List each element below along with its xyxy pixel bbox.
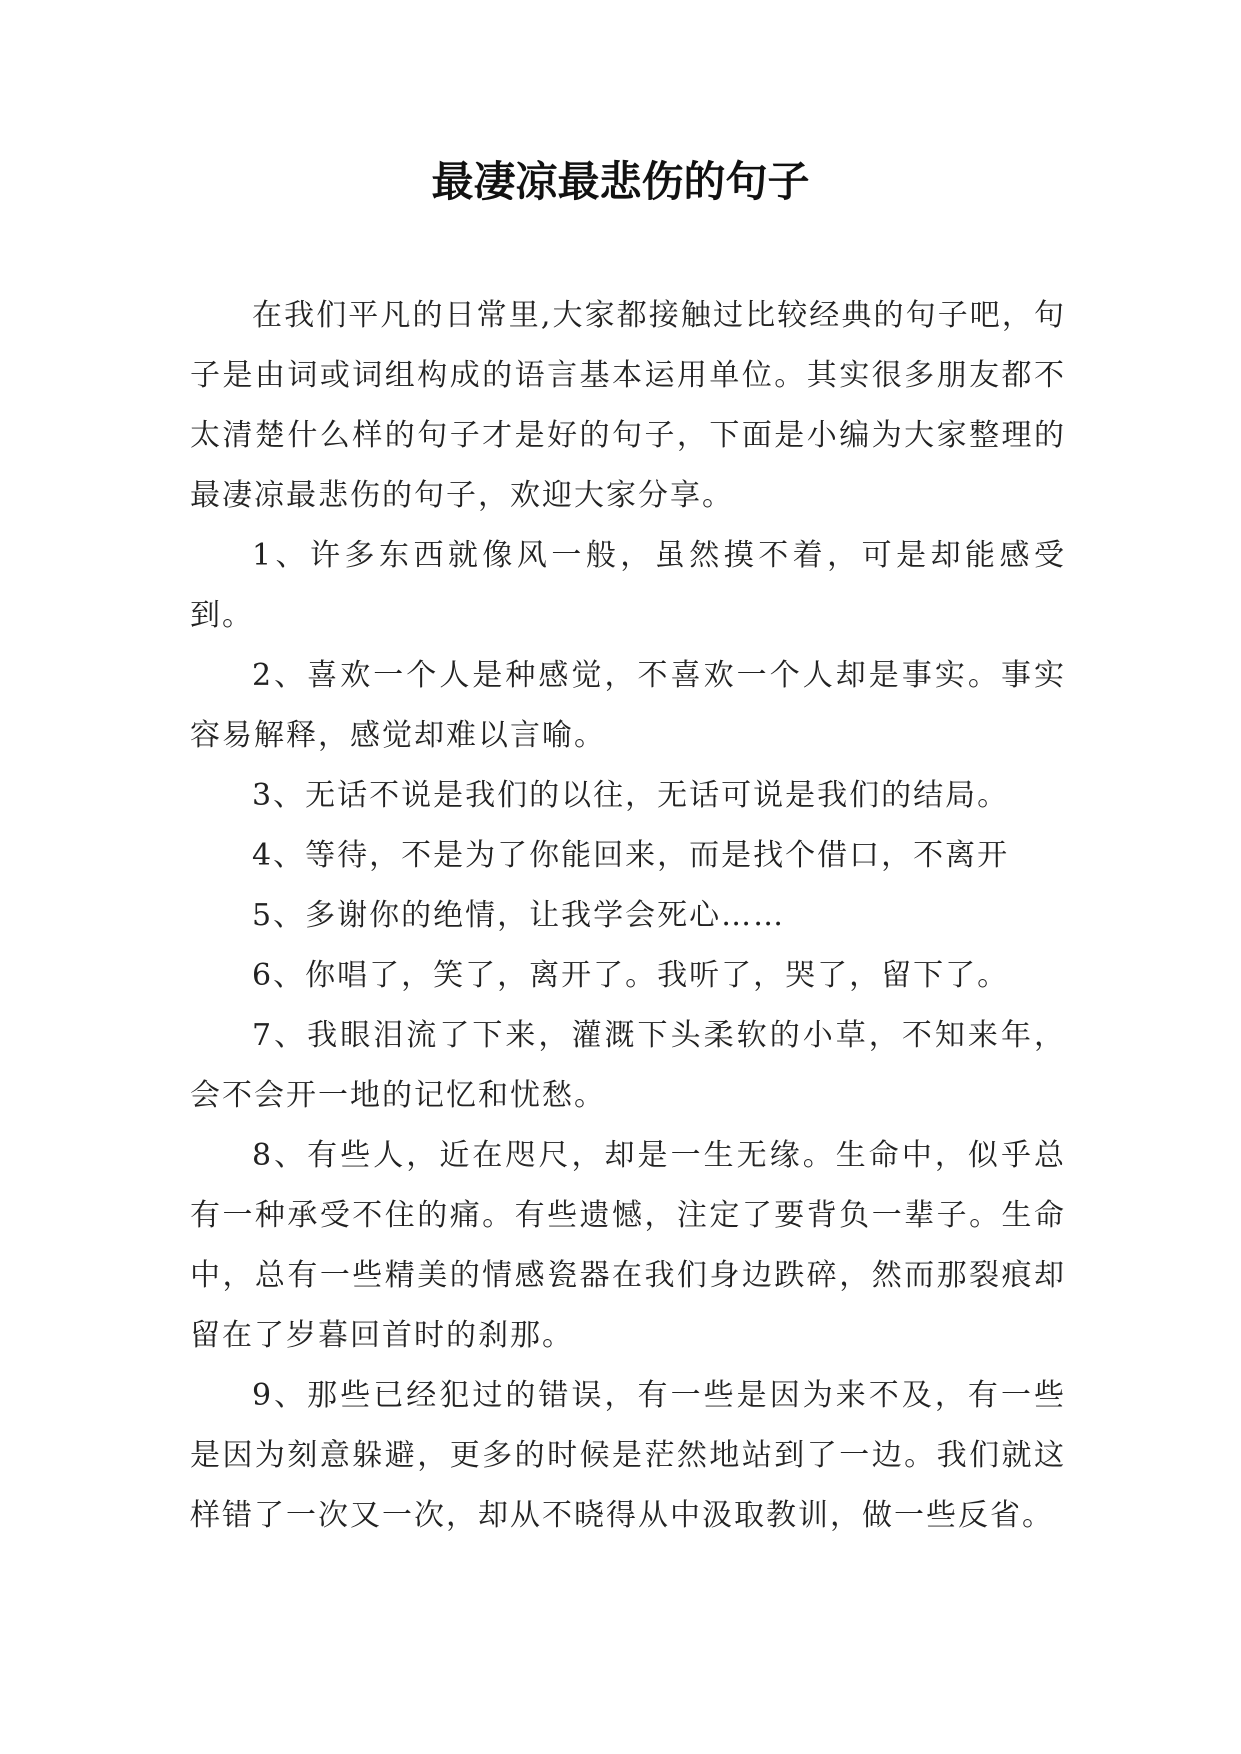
sentence-8: 8、有些人，近在咫尺，却是一生无缘。生命中，似乎总有一种承受不住的痛。有些遗憾，注定了要背负一辈子。生命中，总有一些精美的情感瓷器在我们身边跌碎，然而那裂痕却留在了岁暮回首时的刹那。	[190, 1138, 1066, 1353]
intro-paragraph: 在我们平凡的日常里,大家都接触过比较经典的句子吧，句子是由词或词组构成的语言基本运用单位。其实很多朋友都不太清楚什么样的句子才是好的句子，下面是小编为大家整理的最凄凉最悲伤的句子，欢迎大家分享。	[190, 298, 1066, 513]
sentence-5: 5、多谢你的绝情，让我学会死心……	[252, 898, 786, 933]
document-title: 最凄凉最悲伤的句子	[431, 157, 810, 206]
sentence-9: 9、那些已经犯过的错误，有一些是因为来不及，有一些是因为刻意躲避，更多的时候是茫然地站到了一边。我们就这样错了一次又一次，却从不晓得从中汲取教训，做一些反省。	[190, 1378, 1066, 1533]
sentence-6: 6、你唱了，笑了，离开了。我听了，哭了，留下了。	[252, 958, 1010, 993]
sentence-7: 7、我眼泪流了下来，灌溉下头柔软的小草，不知来年，会不会开一地的记忆和忧愁。	[190, 1018, 1066, 1113]
sentence-1: 1、许多东西就像风一般，虽然摸不着，可是却能感受到。	[190, 538, 1066, 633]
sentence-4: 4、等待，不是为了你能回来，而是找个借口，不离开	[252, 838, 1010, 873]
document-body	[190, 286, 1066, 1546]
sentence-2: 2、喜欢一个人是种感觉，不喜欢一个人却是事实。事实容易解释，感觉却难以言喻。	[190, 658, 1066, 753]
sentence-3: 3、无话不说是我们的以往，无话可说是我们的结局。	[252, 778, 1010, 813]
